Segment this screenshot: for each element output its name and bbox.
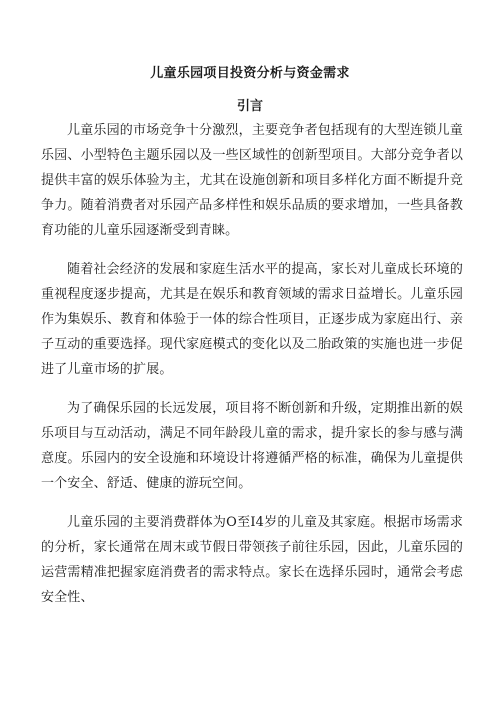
paragraph-3: 为了确保乐园的长远发展，项目将不断创新和升级，定期推出新的娱乐项目与互动活动，满足不同年龄段儿童的需求，提升家长的参与感与满意度。乐园内的安全设施和环境设计将遵循严格的标准，确保为儿童提供一个安全、舒适、健康的游玩空间。 <box>41 401 463 491</box>
section-heading-introduction: 引言 <box>236 99 263 114</box>
paragraph-4: 儿童乐园的主要消费群体为O至I4岁的儿童及其家庭。根据市场需求的分析，家长通常在周末或节假日带领孩子前往乐园，因此，儿童乐园的运营需精准把握家庭消费者的需求特点。家长在选择乐园时，通常会考虑安全性、 <box>41 515 463 605</box>
paragraph-1: 儿童乐园的市场竞争十分激烈，主要竞争者包括现有的大型连锁儿童乐园、小型特色主题乐园以及一些区域性的创新型项目。大部分竞争者以提供丰富的娱乐体验为主，尤其在设施创新和项目多样化方面不断提升竞争力。随着消费者对乐园产品多样性和娱乐品质的要求增加，一些具备教育功能的儿童乐园逐渐受到青睐。 <box>41 123 463 238</box>
document-body <box>41 118 463 624</box>
document-title: 儿童乐园项目投资分析与资金需求 <box>150 66 350 81</box>
paragraph-2: 随着社会经济的发展和家庭生活水平的提高，家长对儿童成长环境的重视程度逐步提高，尤其是在娱乐和教育领域的需求日益增长。儿童乐园作为集娱乐、教育和体验于一体的综合性项目，正逐步成为家庭出行、亲子互动的重要选择。现代家庭模式的变化以及二胎政策的实施也进一步促进了儿童市场的扩展。 <box>41 262 463 377</box>
